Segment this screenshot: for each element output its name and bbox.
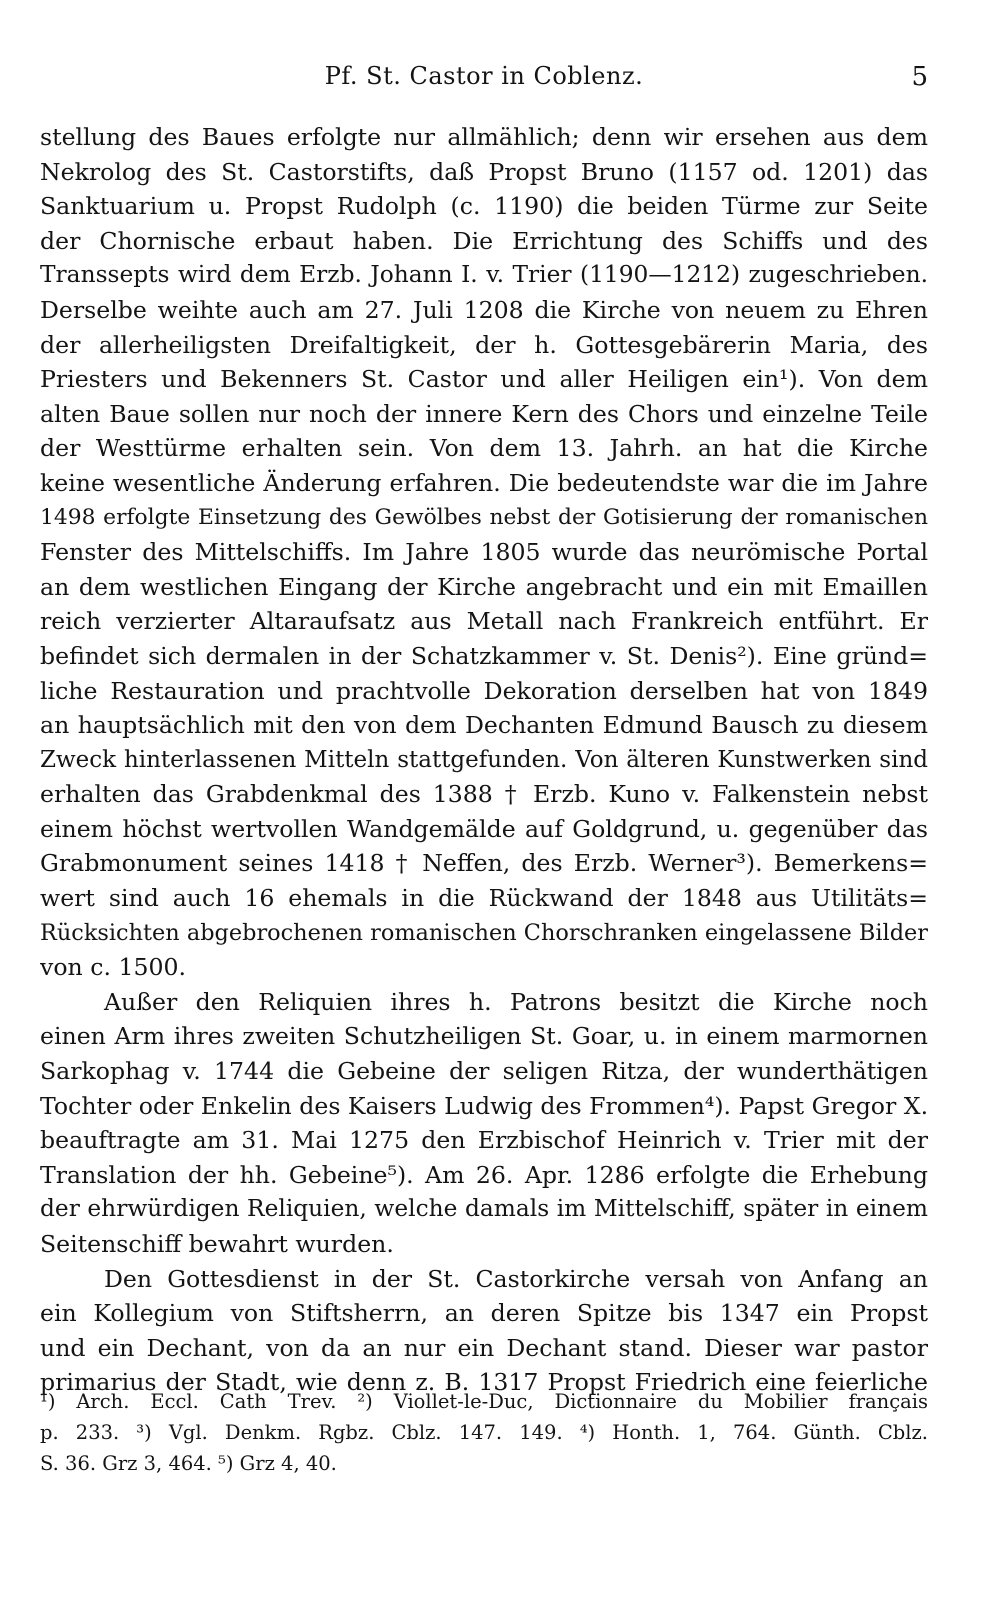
- text-line: der allerheiligsten Dreifaltigkeit, der h. Gottesgebärerin Maria, des: [40, 330, 928, 359]
- text-line: alten Baue sollen nur noch der innere Kern des Chors und einzelne Teile: [40, 399, 928, 428]
- page-header: [40, 62, 928, 102]
- text-line: Sanktuarium u. Propst Rudolph (c. 1190) die beiden Türme zur Seite: [40, 192, 928, 221]
- text-line: an dem westlichen Eingang der Kirche angebracht und ein mit Emaillen: [40, 572, 928, 601]
- text-line: einen Arm ihres zweiten Schutzheiligen St. Goar, u. in einem marmornen: [40, 1022, 928, 1051]
- running-head: Pf. St. Castor in Coblenz.: [324, 62, 644, 90]
- text-line: primarius der Stadt, wie denn z. B. 1317 Propst Friedrich eine feierliche: [40, 1368, 928, 1397]
- text-line: Transsepts wird dem Erzb. Johann I. v. Trier (1190—1212) zugeschrieben.: [40, 261, 928, 289]
- text-line: reich verzierter Altaraufsatz aus Metall nach Frankreich entführt. Er: [40, 607, 928, 636]
- text-line: Fenster des Mittelschiffs. Im Jahre 1805 wurde das neurömische Portal: [40, 538, 928, 567]
- body-text: [40, 120, 928, 1400]
- footnote-line: p. 233. ³) Vgl. Denkm. Rgbz. Cblz. 147. 149. ⁴) Honth. 1, 764. Günth. Cblz.: [40, 1421, 928, 1444]
- text-line: Tochter oder Enkelin des Kaisers Ludwig des Frommen⁴). Papst Gregor X.: [40, 1091, 928, 1120]
- text-line: Nekrolog des St. Castorstifts, daß Propst Bruno (1157 od. 1201) das: [40, 157, 928, 186]
- text-line: der Chornische erbaut haben. Die Errichtung des Schiffs und des: [40, 226, 928, 255]
- text-line: der Westtürme erhalten sein. Von dem 13. Jahrh. an hat die Kirche: [40, 434, 928, 463]
- text-line: einem höchst wertvollen Wandgemälde auf Goldgrund, u. gegenüber das: [40, 814, 928, 843]
- text-line: ein Kollegium von Stiftsherrn, an deren Spitze bis 1347 ein Propst: [40, 1299, 928, 1328]
- text-line: wert sind auch 16 ehemals in die Rückwand der 1848 aus Utilitäts=: [40, 884, 928, 913]
- text-line: Derselbe weihte auch am 27. Juli 1208 die Kirche von neuem zu Ehren: [40, 295, 928, 324]
- text-line: stellung des Baues erfolgte nur allmählich; denn wir ersehen aus dem: [40, 123, 928, 151]
- footnotes: [40, 1386, 928, 1479]
- text-line: Außer den Reliquien ihres h. Patrons besitzt die Kirche noch: [104, 987, 928, 1016]
- page-number: 5: [911, 62, 928, 92]
- text-line: Translation der hh. Gebeine⁵). Am 26. Apr. 1286 erfolgte die Erhebung: [40, 1160, 928, 1189]
- text-line: von c. 1500.: [40, 953, 186, 982]
- footnote-line: ¹) Arch. Eccl. Cath Trev. ²) Viollet-le-Duc, Dictionnaire du Mobilier français: [40, 1390, 928, 1413]
- text-line: keine wesentliche Änderung erfahren. Die bedeutendste war die im Jahre: [40, 468, 928, 497]
- footnote-line: S. 36. Grz 3, 464. ⁵) Grz 4, 40.: [40, 1452, 337, 1475]
- text-line: Rücksichten abgebrochenen romanischen Chorschranken eingelassene Bilder: [40, 919, 928, 946]
- text-line: Sarkophag v. 1744 die Gebeine der seligen Ritza, der wunderthätigen: [40, 1057, 928, 1086]
- text-line: Grabmonument seines 1418 † Neffen, des Erzb. Werner³). Bemerkens=: [40, 849, 928, 878]
- text-line: befindet sich dermalen in der Schatzkammer v. St. Denis²). Eine gründ=: [40, 641, 928, 670]
- text-line: an hauptsächlich mit den von dem Dechanten Edmund Bausch zu diesem: [40, 711, 928, 740]
- text-line: beauftragte am 31. Mai 1275 den Erzbischof Heinrich v. Trier mit der: [40, 1126, 928, 1155]
- text-line: der ehrwürdigen Reliquien, welche damals im Mittelschiff, später in einem: [40, 1195, 928, 1223]
- text-line: erhalten das Grabdenkmal des 1388 † Erzb. Kuno v. Falkenstein nebst: [40, 780, 928, 809]
- text-line: Den Gottesdienst in der St. Castorkirche versah von Anfang an: [104, 1264, 928, 1293]
- text-line: Priesters und Bekenners St. Castor und aller Heiligen ein¹). Von dem: [40, 365, 928, 394]
- text-line: liche Restauration und prachtvolle Dekoration derselben hat von 1849: [40, 676, 928, 705]
- text-line: Seitenschiff bewahrt wurden.: [40, 1230, 394, 1258]
- text-line: Zweck hinterlassenen Mitteln stattgefunden. Von älteren Kunstwerken sind: [40, 746, 928, 773]
- text-line: und ein Dechant, von da an nur ein Dechant stand. Dieser war pastor: [40, 1333, 928, 1362]
- text-line: 1498 erfolgte Einsetzung des Gewölbes nebst der Gotisierung der romanischen: [40, 504, 928, 530]
